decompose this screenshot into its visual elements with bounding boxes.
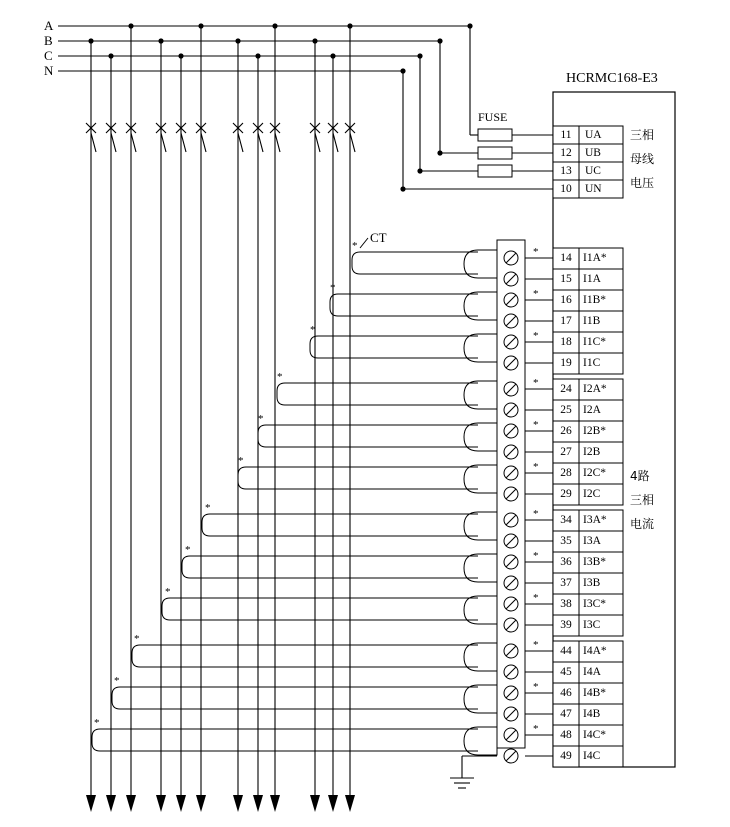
phase-label-a: A (44, 18, 54, 33)
polarity-star-icon: * (533, 419, 539, 431)
ct-polarity-star-icon: * (185, 544, 191, 556)
terminal-number: 38 (560, 598, 572, 610)
terminal-number: 46 (560, 687, 572, 699)
fuse-label: FUSE (478, 110, 508, 124)
terminal-number: 13 (560, 165, 572, 177)
terminal-number: 27 (560, 446, 572, 458)
ct-polarity-star-icon: * (165, 586, 171, 598)
phase-label-b: B (44, 33, 53, 48)
current-group-label-line3: 电流 (630, 517, 655, 531)
terminal-number: 19 (560, 357, 572, 369)
terminal-number: 26 (560, 425, 572, 437)
terminal-name: I4A (583, 666, 601, 678)
terminal-number: 49 (560, 750, 572, 762)
current-group-label-line1: 4路 (630, 469, 650, 483)
device-title: HCRMC168-E3 (566, 71, 658, 86)
terminal-number: 25 (560, 404, 572, 416)
terminal-number: 18 (560, 336, 572, 348)
terminal-name: I2C (583, 488, 601, 500)
polarity-star-icon: * (533, 681, 539, 693)
ct-polarity-star-icon: * (238, 455, 244, 467)
ct-label: CT (370, 230, 387, 245)
terminal-name: I3C* (583, 598, 606, 610)
terminal-number: 29 (560, 488, 572, 500)
terminal-name: UC (585, 165, 601, 177)
ct-polarity-star-icon: * (114, 675, 120, 687)
terminal-number: 11 (560, 129, 572, 141)
polarity-star-icon: * (533, 246, 539, 258)
phase-label-n: N (44, 63, 54, 78)
polarity-star-icon: * (533, 461, 539, 473)
terminal-name: I2C* (583, 467, 606, 479)
ct-polarity-star-icon: * (277, 371, 283, 383)
polarity-star-icon: * (533, 639, 539, 651)
terminal-number: 48 (560, 729, 572, 741)
terminal-name: I3C (583, 619, 601, 631)
terminal-name: I2A (583, 404, 601, 416)
terminal-number: 35 (560, 535, 572, 547)
polarity-star-icon: * (533, 508, 539, 520)
terminal-number: 39 (560, 619, 572, 631)
terminal-name: I4C (583, 750, 601, 762)
terminal-name: I3A (583, 535, 601, 547)
terminal-name: I1A* (583, 252, 607, 264)
terminal-name: UN (585, 183, 602, 195)
polarity-star-icon: * (533, 377, 539, 389)
terminal-number: 34 (560, 514, 572, 526)
terminal-name: I1C* (583, 336, 606, 348)
ct-polarity-star-icon: * (310, 324, 316, 336)
terminal-number: 12 (560, 147, 572, 159)
terminal-name: I3A* (583, 514, 607, 526)
terminal-name: I3B* (583, 556, 606, 568)
terminal-number: 15 (560, 273, 572, 285)
terminal-name: I1B (583, 315, 601, 327)
polarity-star-icon: * (533, 592, 539, 604)
ct-polarity-star-icon: * (352, 240, 358, 252)
terminal-number: 24 (560, 383, 572, 395)
polarity-star-icon: * (533, 550, 539, 562)
terminal-name: I2B* (583, 425, 606, 437)
terminal-name: UA (585, 129, 602, 141)
terminal-name: I1A (583, 273, 601, 285)
polarity-star-icon: * (533, 288, 539, 300)
terminal-number: 37 (560, 577, 572, 589)
voltage-group-label-line1: 三相 (630, 128, 655, 142)
terminal-number: 36 (560, 556, 572, 568)
terminal-number: 16 (560, 294, 572, 306)
terminal-number: 47 (560, 708, 572, 720)
ct-polarity-star-icon: * (258, 413, 264, 425)
terminal-name: I4A* (583, 645, 607, 657)
terminal-name: I1C (583, 357, 601, 369)
terminal-number: 10 (560, 183, 572, 195)
ct-polarity-star-icon: * (134, 633, 140, 645)
current-group-label-line2: 三相 (630, 493, 655, 507)
terminal-number: 44 (560, 645, 572, 657)
terminal-name: I3B (583, 577, 601, 589)
terminal-number: 28 (560, 467, 572, 479)
terminal-name: I4B* (583, 687, 606, 699)
terminal-number: 45 (560, 666, 572, 678)
polarity-star-icon: * (533, 330, 539, 342)
terminal-name: I4C* (583, 729, 606, 741)
terminal-number: 14 (560, 252, 572, 264)
terminal-name: I4B (583, 708, 601, 720)
voltage-group-label-line3: 电压 (630, 176, 655, 190)
terminal-name: UB (585, 147, 601, 159)
terminal-name: I1B* (583, 294, 606, 306)
terminal-name: I2B (583, 446, 601, 458)
polarity-star-icon: * (533, 723, 539, 735)
ct-polarity-star-icon: * (330, 282, 336, 294)
ct-polarity-star-icon: * (205, 502, 211, 514)
ct-polarity-star-icon: * (94, 717, 100, 729)
voltage-group-label-line2: 母线 (630, 152, 655, 166)
terminal-name: I2A* (583, 383, 607, 395)
terminal-number: 17 (560, 315, 572, 327)
phase-label-c: C (44, 48, 53, 63)
